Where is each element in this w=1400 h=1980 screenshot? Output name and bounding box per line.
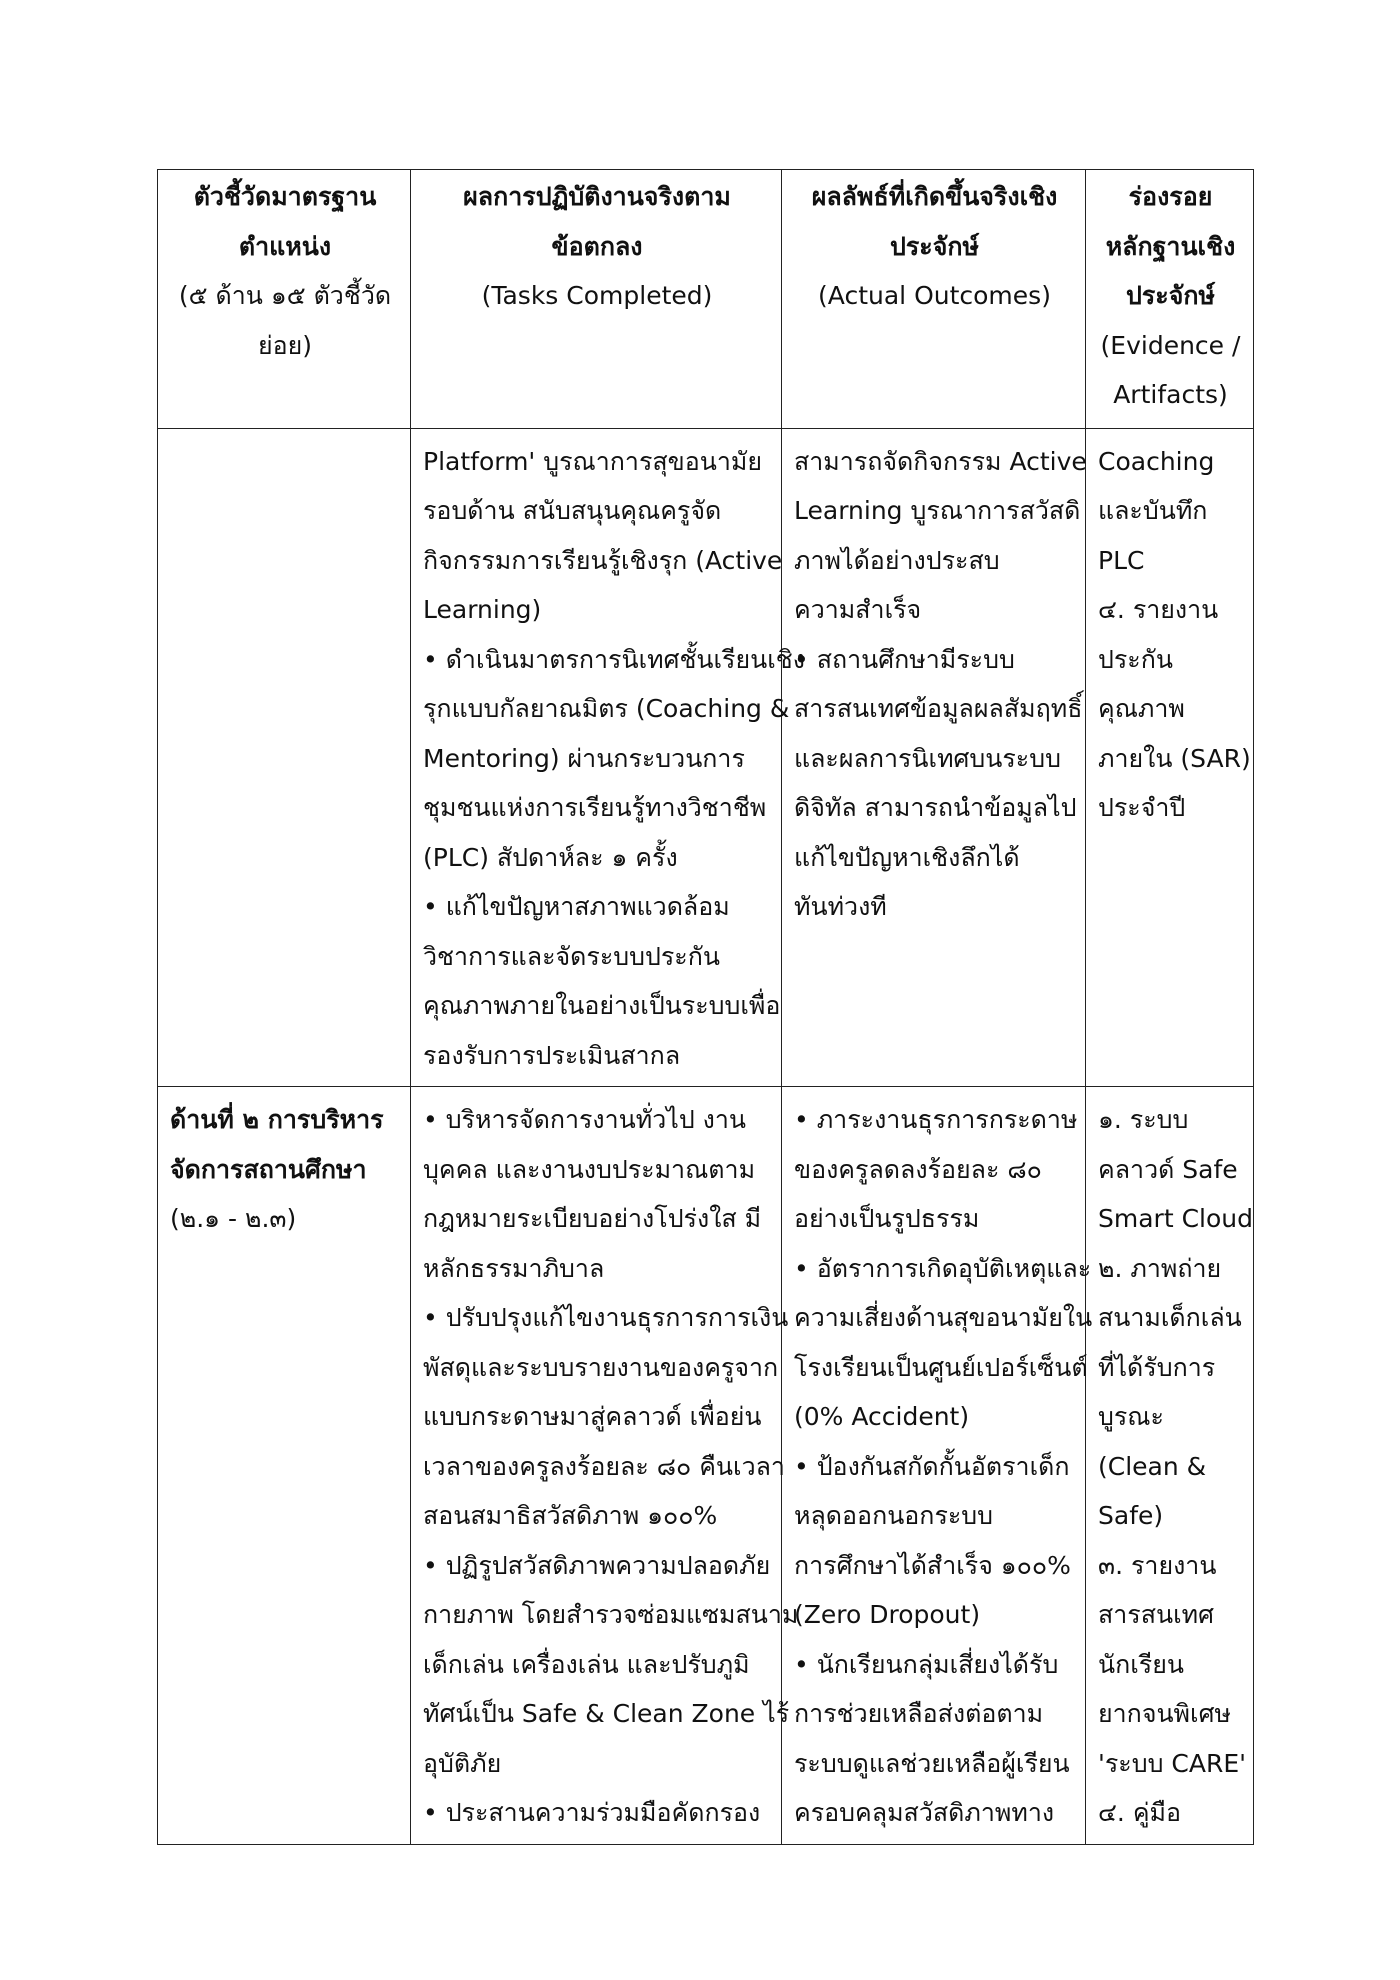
text-line: ๔. รายงาน — [1098, 595, 1219, 624]
text-line: นักเรียน — [1098, 1649, 1184, 1679]
text-line: ครอบคลุมสวัสดิภาพทาง — [794, 1798, 1055, 1827]
text-line: (Actual Outcomes) — [818, 281, 1051, 310]
text-line: กฎหมายระเบียบอย่างโปร่งใส มี — [423, 1204, 762, 1233]
text-line: • ภาระงานธุรการกระดาษ — [794, 1105, 1078, 1134]
text-line: ระบบดูแลช่วยเหลือผู้เรียน — [794, 1748, 1070, 1778]
text-line: PLC — [1098, 545, 1145, 575]
text-line: • ป้องกันสกัดกั้นอัตราเด็ก — [794, 1451, 1070, 1481]
text-line: ภาพได้อย่างประสบ — [794, 545, 1000, 575]
text-line: แบบกระดาษมาสู่คลาวด์ เพื่อย่น — [423, 1402, 762, 1431]
text-line: ที่ได้รับการ — [1098, 1352, 1216, 1382]
text-line: ตัวชี้วัดมาตรฐาน — [193, 182, 377, 211]
indicator-bold — [170, 1095, 400, 1194]
text-line: คุณภาพภายในอย่างเป็นระบบเพื่อ — [423, 991, 781, 1020]
text-line: เด็กเล่น เครื่องเล่น และปรับภูมิ — [423, 1649, 750, 1679]
text-line: ทันท่วงที — [794, 892, 887, 921]
text-line: ภายใน (SAR) — [1098, 743, 1251, 773]
text-line: สารสนเทศ — [1098, 1600, 1214, 1629]
text-line: หลุดออกนอกระบบ — [794, 1501, 994, 1530]
text-line: บูรณะ — [1098, 1402, 1164, 1431]
cell-indicator — [158, 428, 411, 1087]
text-line: ๑. ระบบ — [1098, 1105, 1189, 1134]
text-line: สนามเด็กเล่น — [1098, 1303, 1242, 1332]
cell-outcomes — [782, 1087, 1093, 1845]
text-line: ย่อย) — [257, 330, 313, 360]
text-line: Smart Cloud — [1098, 1204, 1253, 1233]
text-line: ผลการปฏิบัติงานจริงตาม — [463, 182, 731, 211]
cell-tasks — [411, 1087, 799, 1845]
text-line: รุกแบบกัลยาณมิตร (Coaching & — [423, 694, 790, 723]
cell-evidence — [1086, 1087, 1254, 1845]
text-line: ความสำเร็จ — [794, 595, 922, 624]
text-line: รองรับการประเมินสากล — [423, 1040, 681, 1070]
text-line: วิชาการและจัดระบบประกัน — [423, 941, 720, 971]
text-line: แก้ไขปัญหาเชิงลึกได้ — [794, 842, 1020, 872]
text-line: • สถานศึกษามีระบบ — [794, 644, 1015, 674]
text-line: จัดการสถานศึกษา — [170, 1154, 367, 1184]
text-line: หลักธรรมาภิบาล — [423, 1253, 605, 1283]
text-line: • ปฏิรูปสวัสดิภาพความปลอดภัย — [423, 1550, 771, 1580]
header-evidence — [1086, 170, 1254, 429]
text-line: พัสดุและระบบรายงานของครูจาก — [423, 1352, 779, 1382]
text-line: Mentoring) ผ่านกระบวนการ — [423, 743, 745, 773]
text-line: คุณภาพ — [1098, 694, 1185, 723]
text-line: การศึกษาได้สำเร็จ ๑๐๐% — [794, 1550, 1071, 1580]
text-line: • บริหารจัดการงานทั่วไป งาน — [423, 1105, 746, 1134]
text-line: ข้อตกลง — [551, 231, 643, 261]
text-line: กิจกรรมการเรียนรู้เชิงรุก (Active — [423, 545, 783, 575]
text-line: (Clean & — [1098, 1451, 1207, 1481]
text-line: Artifacts) — [1113, 380, 1228, 409]
header-outcomes — [782, 170, 1086, 429]
text-line: ด้านที่ ๒ การบริหาร — [170, 1105, 384, 1134]
cell-evidence — [1086, 428, 1254, 1087]
text-line: ประจำปี — [1098, 793, 1186, 822]
text-line: ตำแหน่ง — [238, 231, 332, 261]
text-line: ดิจิทัล สามารถนำข้อมูลไป — [794, 793, 1077, 822]
text-line: การช่วยเหลือส่งต่อตาม — [794, 1699, 1044, 1728]
text-line: • ปรับปรุงแก้ไขงานธุรการการเงิน — [423, 1303, 789, 1332]
table-row — [158, 428, 1254, 1087]
text-line: ชุมชนแห่งการเรียนรู้ทางวิชาชีพ — [423, 793, 767, 822]
text-line: ๓. รายงาน — [1098, 1550, 1217, 1580]
text-line: (0% Accident) — [794, 1402, 970, 1431]
header-tasks — [411, 170, 782, 429]
text-line: (Evidence / — [1100, 330, 1241, 360]
text-line: Learning บูรณาการสวัสดิ — [794, 496, 1081, 525]
text-line: สามารถจัดกิจกรรม Active — [794, 446, 1087, 476]
text-line: ประจักษ์ — [890, 231, 979, 261]
text-line: ประกัน — [1098, 644, 1173, 674]
text-line: • นักเรียนกลุ่มเสี่ยงได้รับ — [794, 1649, 1059, 1679]
text-line: • แก้ไขปัญหาสภาพแวดล้อม — [423, 892, 730, 921]
table-row — [158, 1087, 1254, 1845]
text-line: (PLC) สัปดาห์ละ ๑ ครั้ง — [423, 842, 678, 872]
text-line: Safe) — [1098, 1501, 1164, 1530]
text-line: ๒. ภาพถ่าย — [1098, 1253, 1222, 1283]
text-line: • อัตราการเกิดอุบัติเหตุและ — [794, 1253, 1092, 1283]
text-line: • ประสานความร่วมมือคัดกรอง — [423, 1798, 761, 1827]
text-line: ประจักษ์ — [1126, 281, 1215, 310]
text-line: Coaching — [1098, 446, 1215, 476]
text-line: (๕ ด้าน ๑๕ ตัวชี้วัด — [178, 281, 392, 310]
text-line: (Zero Dropout) — [794, 1600, 981, 1629]
evaluation-table — [157, 169, 1254, 1845]
text-line: • ดำเนินมาตรการนิเทศชั้นเรียนเชิง — [423, 644, 805, 674]
text-line: ของครูลดลงร้อยละ ๘๐ — [794, 1154, 1042, 1184]
text-line: บุคคล และงานงบประมาณตาม — [423, 1154, 756, 1184]
text-line: อุบัติภัย — [423, 1748, 502, 1778]
text-line: Platform' บูรณาการสุขอนามัย — [423, 446, 763, 476]
text-line: ผลลัพธ์ที่เกิดขึ้นจริงเชิง — [811, 182, 1058, 211]
text-line: สารสนเทศข้อมูลผลสัมฤทธิ์ — [794, 694, 1083, 723]
text-line: สอนสมาธิสวัสดิภาพ ๑๐๐% — [423, 1501, 718, 1530]
indicator-normal — [170, 1194, 400, 1244]
text-line: ยากจนพิเศษ — [1098, 1699, 1231, 1728]
text-line: ทัศน์เป็น Safe & Clean Zone ไร้ — [423, 1699, 790, 1728]
text-line: (๒.๑ - ๒.๓) — [170, 1204, 297, 1233]
text-line: อย่างเป็นรูปธรรม — [794, 1204, 980, 1233]
text-line: รอบด้าน สนับสนุนคุณครูจัด — [423, 496, 722, 525]
text-line: หลักฐานเชิง — [1105, 231, 1236, 261]
text-line: ความเสี่ยงด้านสุขอนามัยใน — [794, 1303, 1093, 1332]
text-line: เวลาของครูลงร้อยละ ๘๐ คืนเวลา — [423, 1451, 785, 1481]
table-header-row — [158, 170, 1254, 429]
text-line: คลาวด์ Safe — [1098, 1154, 1238, 1184]
text-line: ร่องรอย — [1128, 182, 1213, 211]
text-line: และผลการนิเทศบนระบบ — [794, 743, 1061, 773]
text-line: 'ระบบ CARE' — [1098, 1748, 1247, 1778]
text-line: Learning) — [423, 595, 542, 624]
cell-indicator — [158, 1087, 411, 1845]
text-line: (Tasks Completed) — [481, 281, 713, 310]
cell-outcomes — [782, 428, 1086, 1087]
text-line: และบันทึก — [1098, 496, 1208, 525]
text-line: กายภาพ โดยสำรวจซ่อมแซมสนาม — [423, 1600, 799, 1629]
text-line: โรงเรียนเป็นศูนย์เปอร์เซ็นต์ — [794, 1352, 1088, 1382]
header-indicator — [158, 170, 411, 429]
cell-tasks — [411, 428, 805, 1087]
text-line: ๔. คู่มือ — [1098, 1798, 1182, 1827]
